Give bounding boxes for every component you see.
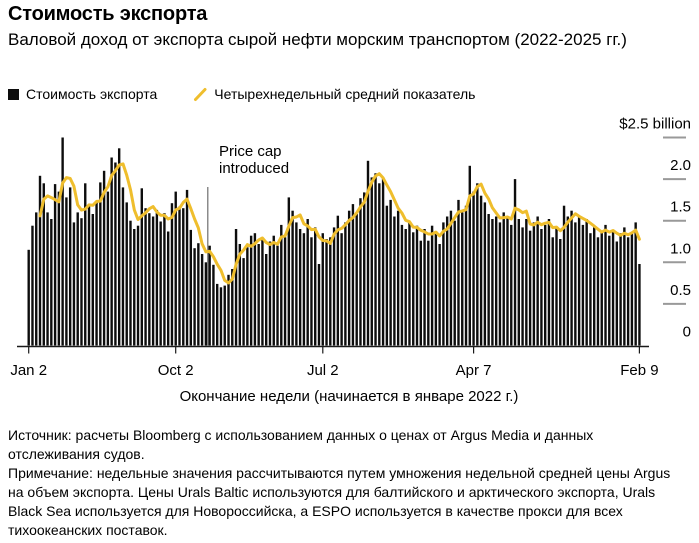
methodology-note: Примечание: недельные значения рассчитываются путем умножения недельной средней цены Argus на объем экспорта. Цены Urals Baltic используются для балтийского и арктического экспорта, Urals Black Sea используется для Новороссийска, а ESPO используется в качестве прокси для всех тихоокеанских поставок. [8,465,671,538]
chart-subtitle: Валовой доход от экспорта сырой нефти морским транспортом (2022-2025 гг.) [8,30,627,49]
legend-bars-label: Стоимость экспорта [26,86,158,102]
y-tick-label: 2.0 [670,157,691,175]
x-axis-title: Окончание недели (начинается в январе 2022 г.) [179,388,519,405]
x-tick-label: Jan 2 [10,362,48,379]
x-axis-ticks [10,347,658,380]
page-title: Стоимость экспорта [8,3,208,25]
footer [8,426,680,540]
y-tick-label: $2.5 billion [619,115,691,133]
bars-series [28,138,641,346]
legend-line-label: Четырехнедельный средний показатель [214,86,476,102]
y-tick-label: 0 [682,323,691,341]
y-tick-label: 1.0 [670,240,691,258]
y-tick-label: 1.5 [670,198,691,216]
x-tick-label: Oct 2 [157,362,194,379]
y-tick-label: 0.5 [670,281,691,299]
x-tick-label: Jul 2 [306,362,339,379]
price-cap-annotation: Price cap introduced [219,143,290,177]
y-axis-ticks [619,116,691,341]
source-note: Источник: расчеты Bloomberg с использованием данных о ценах от Argus Media и данных отслеживания судов. [8,427,594,462]
x-tick-label: Feb 9 [620,362,659,379]
x-tick-label: Apr 7 [455,362,492,379]
